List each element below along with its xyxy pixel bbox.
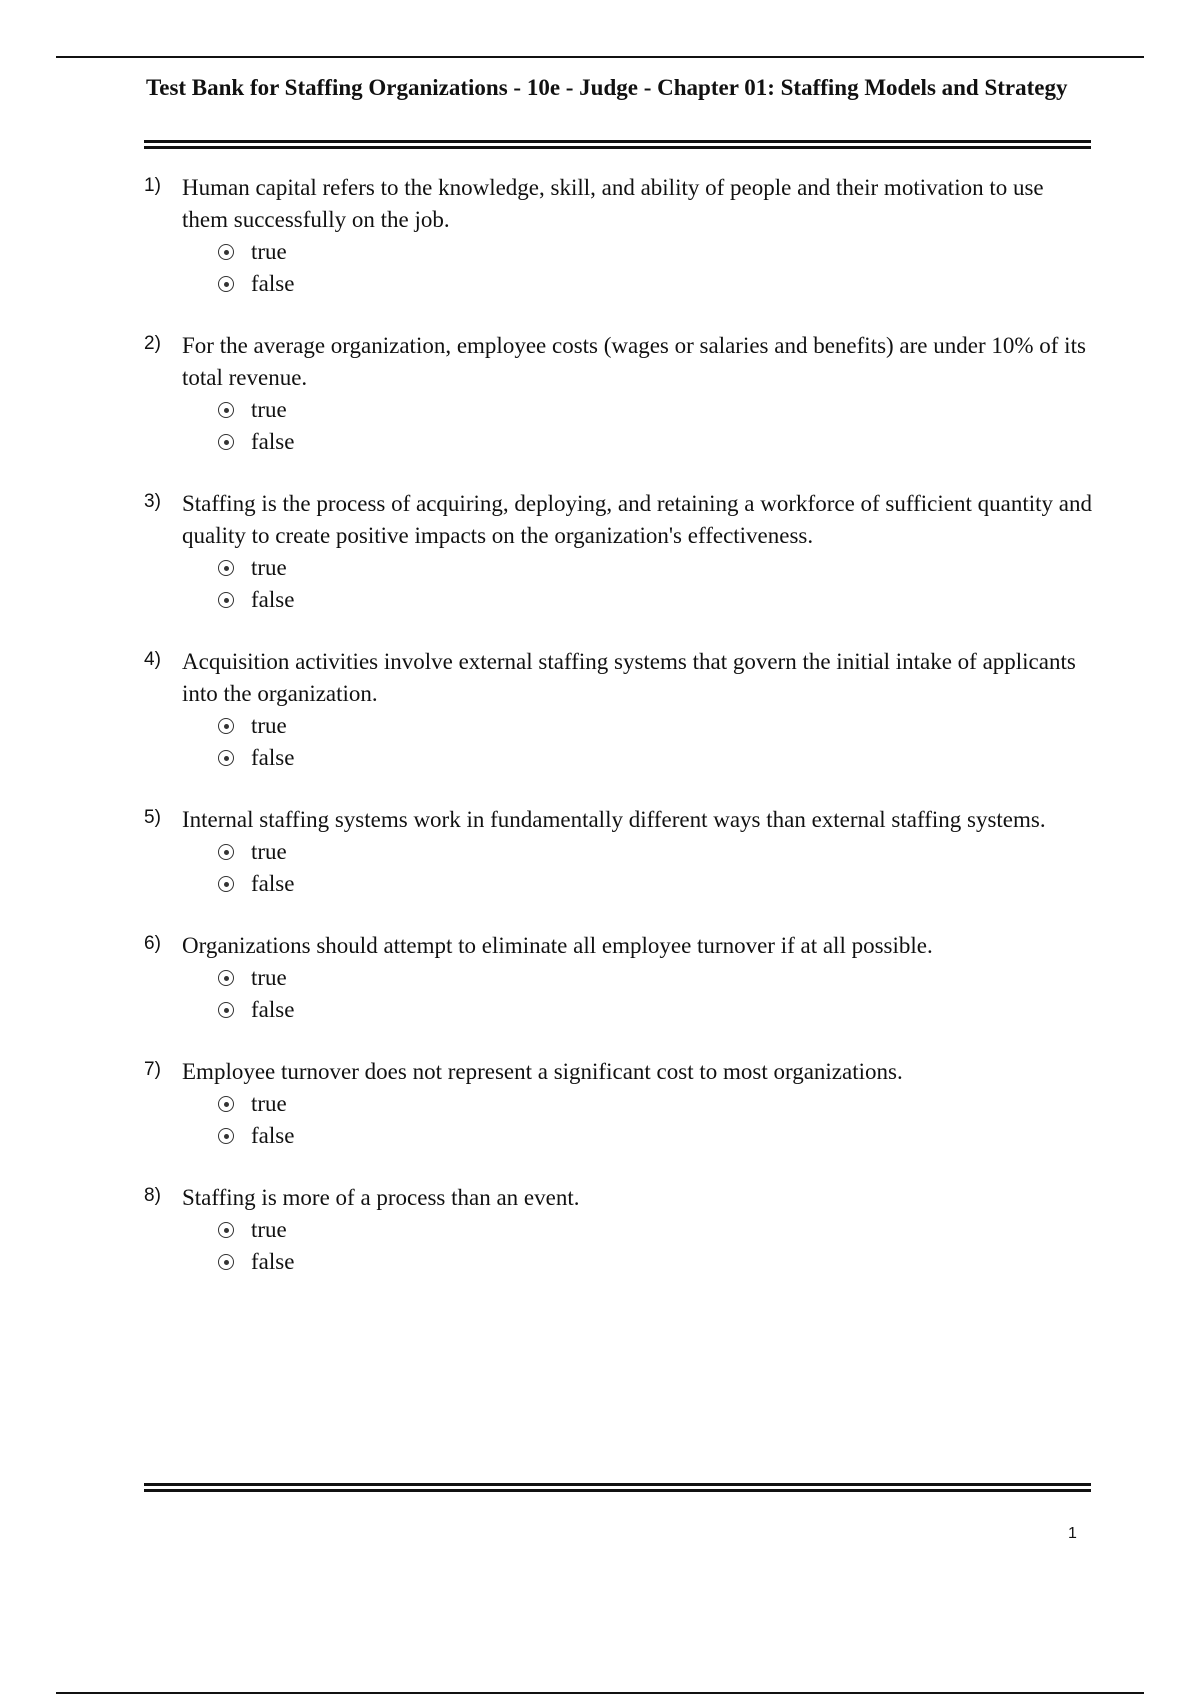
question-4	[144, 646, 1094, 774]
question-number: 8)	[144, 1185, 161, 1206]
question-text: Acquisition activities involve external staffing systems that govern the initial intake of applicants into the organization.	[182, 649, 1076, 706]
radio-icon[interactable]	[218, 1002, 234, 1018]
question-8	[144, 1182, 1094, 1278]
option-label: true	[251, 1217, 287, 1242]
question-number: 6)	[144, 933, 161, 954]
radio-icon[interactable]	[218, 1128, 234, 1144]
question-number: 5)	[144, 807, 161, 828]
option-false[interactable]	[218, 426, 1094, 458]
question-2	[144, 330, 1094, 458]
question-text: Human capital refers to the knowledge, skill, and ability of people and their motivation to use them successfully on the job.	[182, 175, 1044, 232]
option-true[interactable]	[218, 1214, 1094, 1246]
option-false[interactable]	[218, 1246, 1094, 1278]
option-true[interactable]	[218, 1088, 1094, 1120]
radio-icon[interactable]	[218, 434, 234, 450]
radio-icon[interactable]	[218, 402, 234, 418]
question-text: Internal staffing systems work in fundamentally different ways than external staffing systems.	[182, 807, 1046, 832]
option-true[interactable]	[218, 836, 1094, 868]
radio-icon[interactable]	[218, 718, 234, 734]
page-number: 1	[1068, 1525, 1077, 1542]
radio-icon[interactable]	[218, 560, 234, 576]
question-number: 2)	[144, 333, 161, 354]
question-3	[144, 488, 1094, 616]
option-false[interactable]	[218, 268, 1094, 300]
option-label: false	[251, 1123, 295, 1148]
radio-icon[interactable]	[218, 592, 234, 608]
document-title: Test Bank for Staffing Organizations - 10e - Judge - Chapter 01: Staffing Models and Strategy	[146, 75, 1068, 100]
radio-icon[interactable]	[218, 1096, 234, 1112]
option-label: true	[251, 397, 287, 422]
option-label: false	[251, 271, 295, 296]
option-label: true	[251, 713, 287, 738]
question-number: 4)	[144, 649, 161, 670]
bottom-border-line	[56, 1692, 1144, 1694]
option-label: false	[251, 745, 295, 770]
radio-icon[interactable]	[218, 244, 234, 260]
top-border-line	[56, 56, 1144, 58]
option-label: true	[251, 239, 287, 264]
question-number: 3)	[144, 491, 161, 512]
option-label: true	[251, 555, 287, 580]
option-true[interactable]	[218, 552, 1094, 584]
question-6	[144, 930, 1094, 1026]
question-number: 1)	[144, 175, 161, 196]
footer-double-rule	[144, 1483, 1091, 1492]
question-5	[144, 804, 1094, 900]
option-false[interactable]	[218, 868, 1094, 900]
option-true[interactable]	[218, 394, 1094, 426]
option-false[interactable]	[218, 1120, 1094, 1152]
question-list	[144, 172, 1094, 1308]
option-label: true	[251, 1091, 287, 1116]
option-false[interactable]	[218, 584, 1094, 616]
option-label: true	[251, 965, 287, 990]
question-1	[144, 172, 1094, 300]
question-text: Staffing is more of a process than an event.	[182, 1185, 580, 1210]
option-false[interactable]	[218, 994, 1094, 1026]
option-true[interactable]	[218, 962, 1094, 994]
radio-icon[interactable]	[218, 1254, 234, 1270]
radio-icon[interactable]	[218, 1222, 234, 1238]
radio-icon[interactable]	[218, 276, 234, 292]
radio-icon[interactable]	[218, 750, 234, 766]
option-label: false	[251, 429, 295, 454]
option-true[interactable]	[218, 236, 1094, 268]
question-text: Employee turnover does not represent a significant cost to most organizations.	[182, 1059, 903, 1084]
question-7	[144, 1056, 1094, 1152]
radio-icon[interactable]	[218, 876, 234, 892]
option-true[interactable]	[218, 710, 1094, 742]
option-false[interactable]	[218, 742, 1094, 774]
option-label: true	[251, 839, 287, 864]
question-text: Staffing is the process of acquiring, deploying, and retaining a workforce of sufficient quantity and quality to create positive impacts on the organization's effectiveness.	[182, 491, 1092, 548]
option-label: false	[251, 871, 295, 896]
radio-icon[interactable]	[218, 844, 234, 860]
option-label: false	[251, 1249, 295, 1274]
question-number: 7)	[144, 1059, 161, 1080]
option-label: false	[251, 587, 295, 612]
question-text: For the average organization, employee costs (wages or salaries and benefits) are under 10% of its total revenue.	[182, 333, 1086, 390]
option-label: false	[251, 997, 295, 1022]
radio-icon[interactable]	[218, 970, 234, 986]
question-text: Organizations should attempt to eliminate all employee turnover if at all possible.	[182, 933, 933, 958]
header-double-rule	[144, 140, 1091, 149]
